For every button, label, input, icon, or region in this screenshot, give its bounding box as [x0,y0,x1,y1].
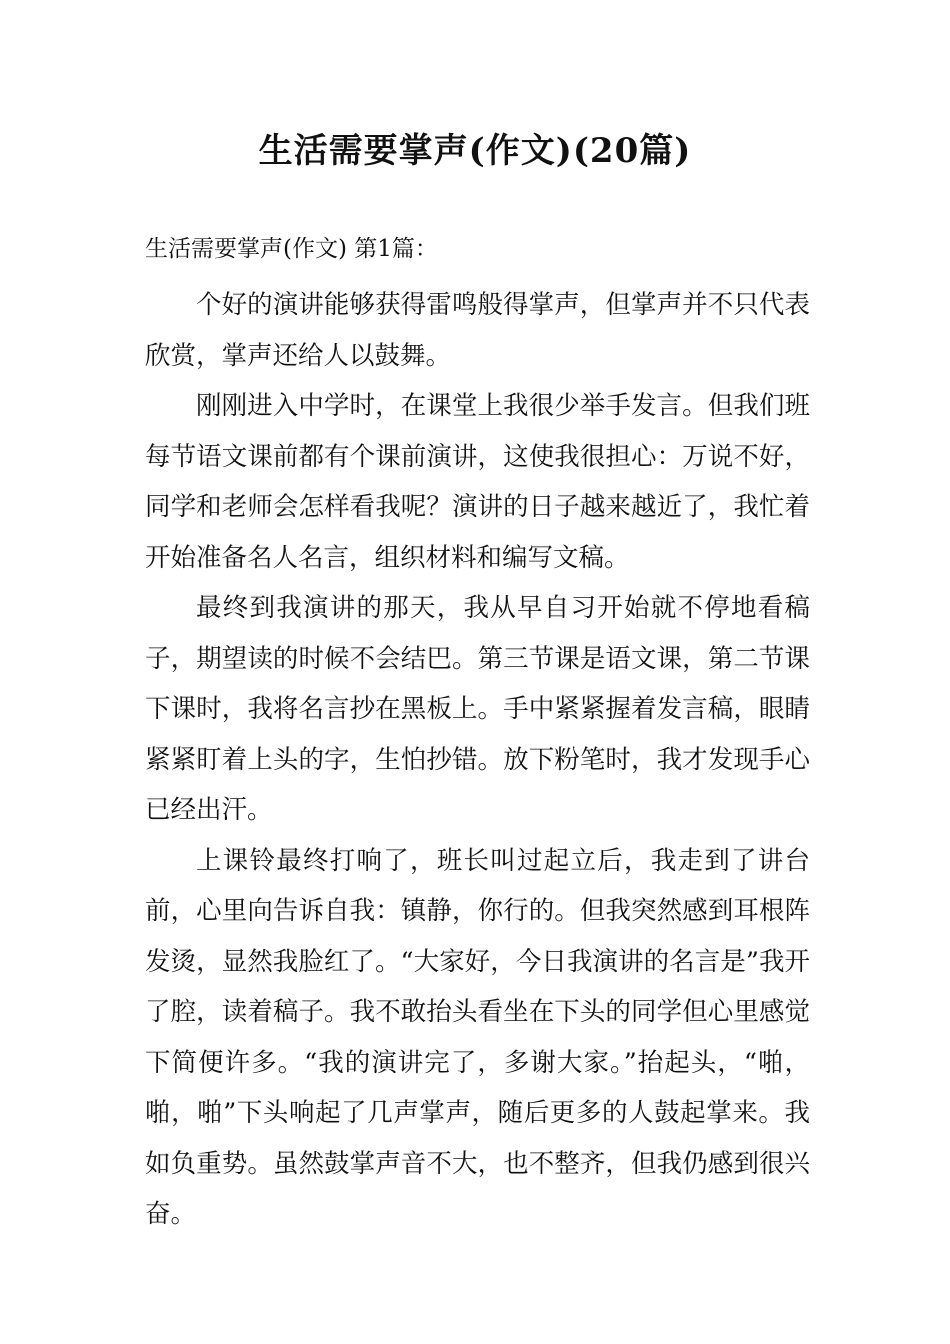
paragraph: 个好的演讲能够获得雷鸣般得掌声，但掌声并不只代表欣赏，掌声还给人以鼓舞。 [145,290,810,371]
document-title: 生活需要掌声(作文)(20篇) [258,131,692,171]
paragraph: 上课铃最终打响了，班长叫过起立后，我走到了讲台前，心里向告诉自我：镇静，你行的。但我突然感到耳根阵发烫，显然我脸红了。“大家好，今日我演讲的名言是”我开了腔，读着稿子。我不敢抬头看坐在下头的同学但心里感觉下简便许多。“我的演讲完了，多谢大家。”抬起头，“啪，啪，啪”下头响起了几声掌声，随后更多的人鼓起掌来。我如负重势。虽然鼓掌声音不大，也不整齐，但我仍感到很兴奋。 [145,845,810,1229]
body-text [145,280,810,1240]
section-heading: 生活需要掌声(作文) 第1篇： [145,236,438,262]
paragraph: 刚刚进入中学时，在课堂上我很少举手发言。但我们班每节语文课前都有个课前演讲，这使我很担心：万说不好，同学和老师会怎样看我呢？演讲的日子越来越近了，我忙着开始准备名人名言，组织材料和编写文稿。 [145,391,810,573]
paragraph: 最终到我演讲的那天，我从早自习开始就不停地看稿子，期望读的时候不会结巴。第三节课是语文课，第二节课下课时，我将名言抄在黑板上。手中紧紧握着发言稿，眼睛紧紧盯着上头的字，生怕抄错。放下粉笔时，我才发现手心已经出汗。 [145,593,810,825]
